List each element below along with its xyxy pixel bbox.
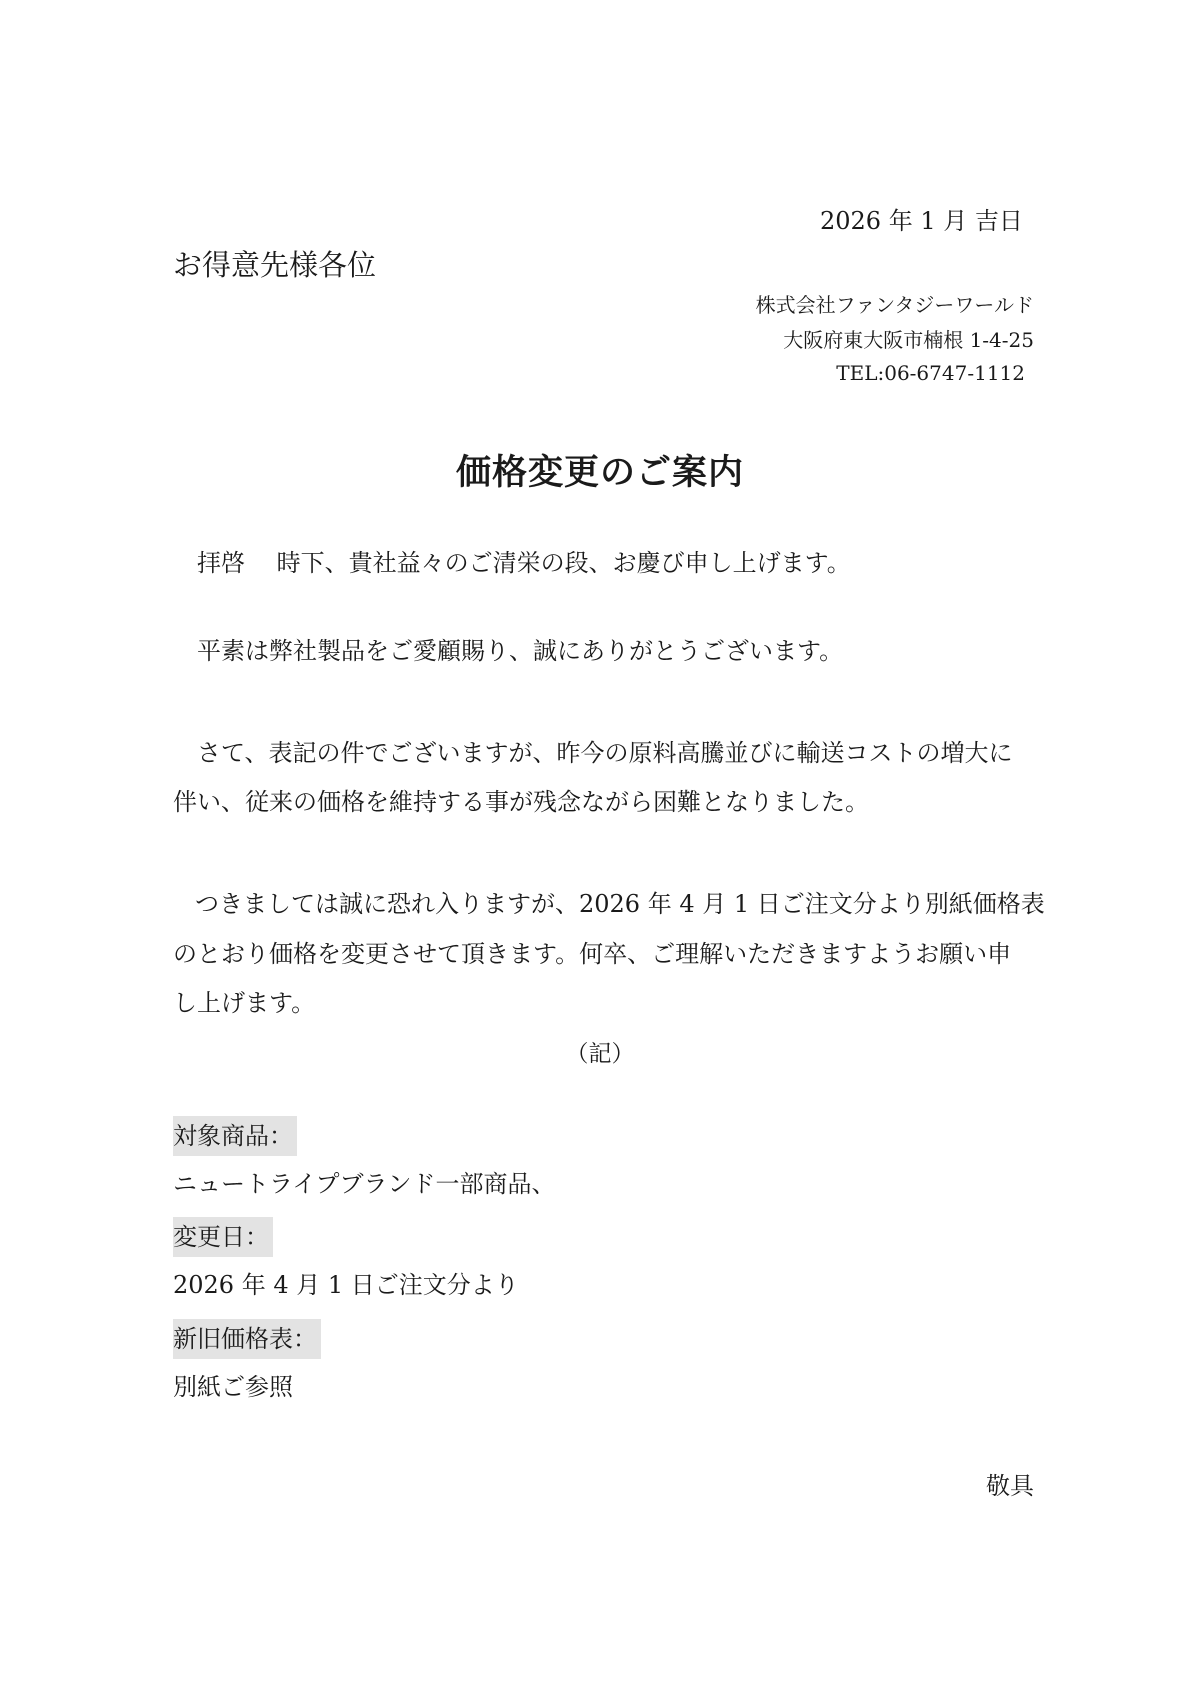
sender-tel: TEL:06-6747-1112	[836, 361, 1025, 385]
price-table-label: 新旧価格表：	[173, 1319, 321, 1359]
sender-company: 株式会社ファンタジーワールド	[755, 293, 1034, 317]
sender-address: 大阪府東大阪市楠根 1-4-25	[783, 328, 1034, 352]
letter-date: 2026 年 1 月 吉日	[820, 207, 1023, 235]
change-paragraph-line: のとおり価格を変更させて頂きます。何卒、ご理解いただきますようお願い申	[173, 940, 1012, 968]
change-paragraph-line: し上げます。	[173, 989, 316, 1017]
product-label: 対象商品：	[173, 1116, 297, 1156]
change-date-value: 2026 年 4 月 1 日ご注文分より	[173, 1271, 519, 1299]
price-table-value: 別紙ご参照	[173, 1373, 293, 1401]
ki-heading: （記）	[565, 1041, 635, 1067]
greeting-paragraph: 拝啓 時下、貴社益々のご清栄の段、お慶び申し上げます。	[197, 549, 851, 577]
thanks-paragraph: 平素は弊社製品をご愛顧賜り、誠にありがとうございます。	[197, 637, 844, 665]
closing-keigu: 敬具	[986, 1472, 1034, 1500]
document-title: 価格変更のご案内	[455, 452, 744, 493]
change-date-label: 変更日：	[173, 1217, 273, 1257]
change-paragraph-line: つきましては誠に恐れ入りますが、2026 年 4 月 1 日ご注文分より別紙価格表	[195, 890, 1045, 918]
reason-paragraph-line: 伴い、従来の価格を維持する事が残念ながら困難となりました。	[173, 788, 869, 816]
product-value: ニュートライプブランド一部商品、	[173, 1170, 556, 1198]
addressee: お得意先様各位	[173, 248, 377, 282]
reason-paragraph-line: さて、表記の件でございますが、昨今の原料高騰並びに輸送コストの増大に	[197, 739, 1013, 767]
